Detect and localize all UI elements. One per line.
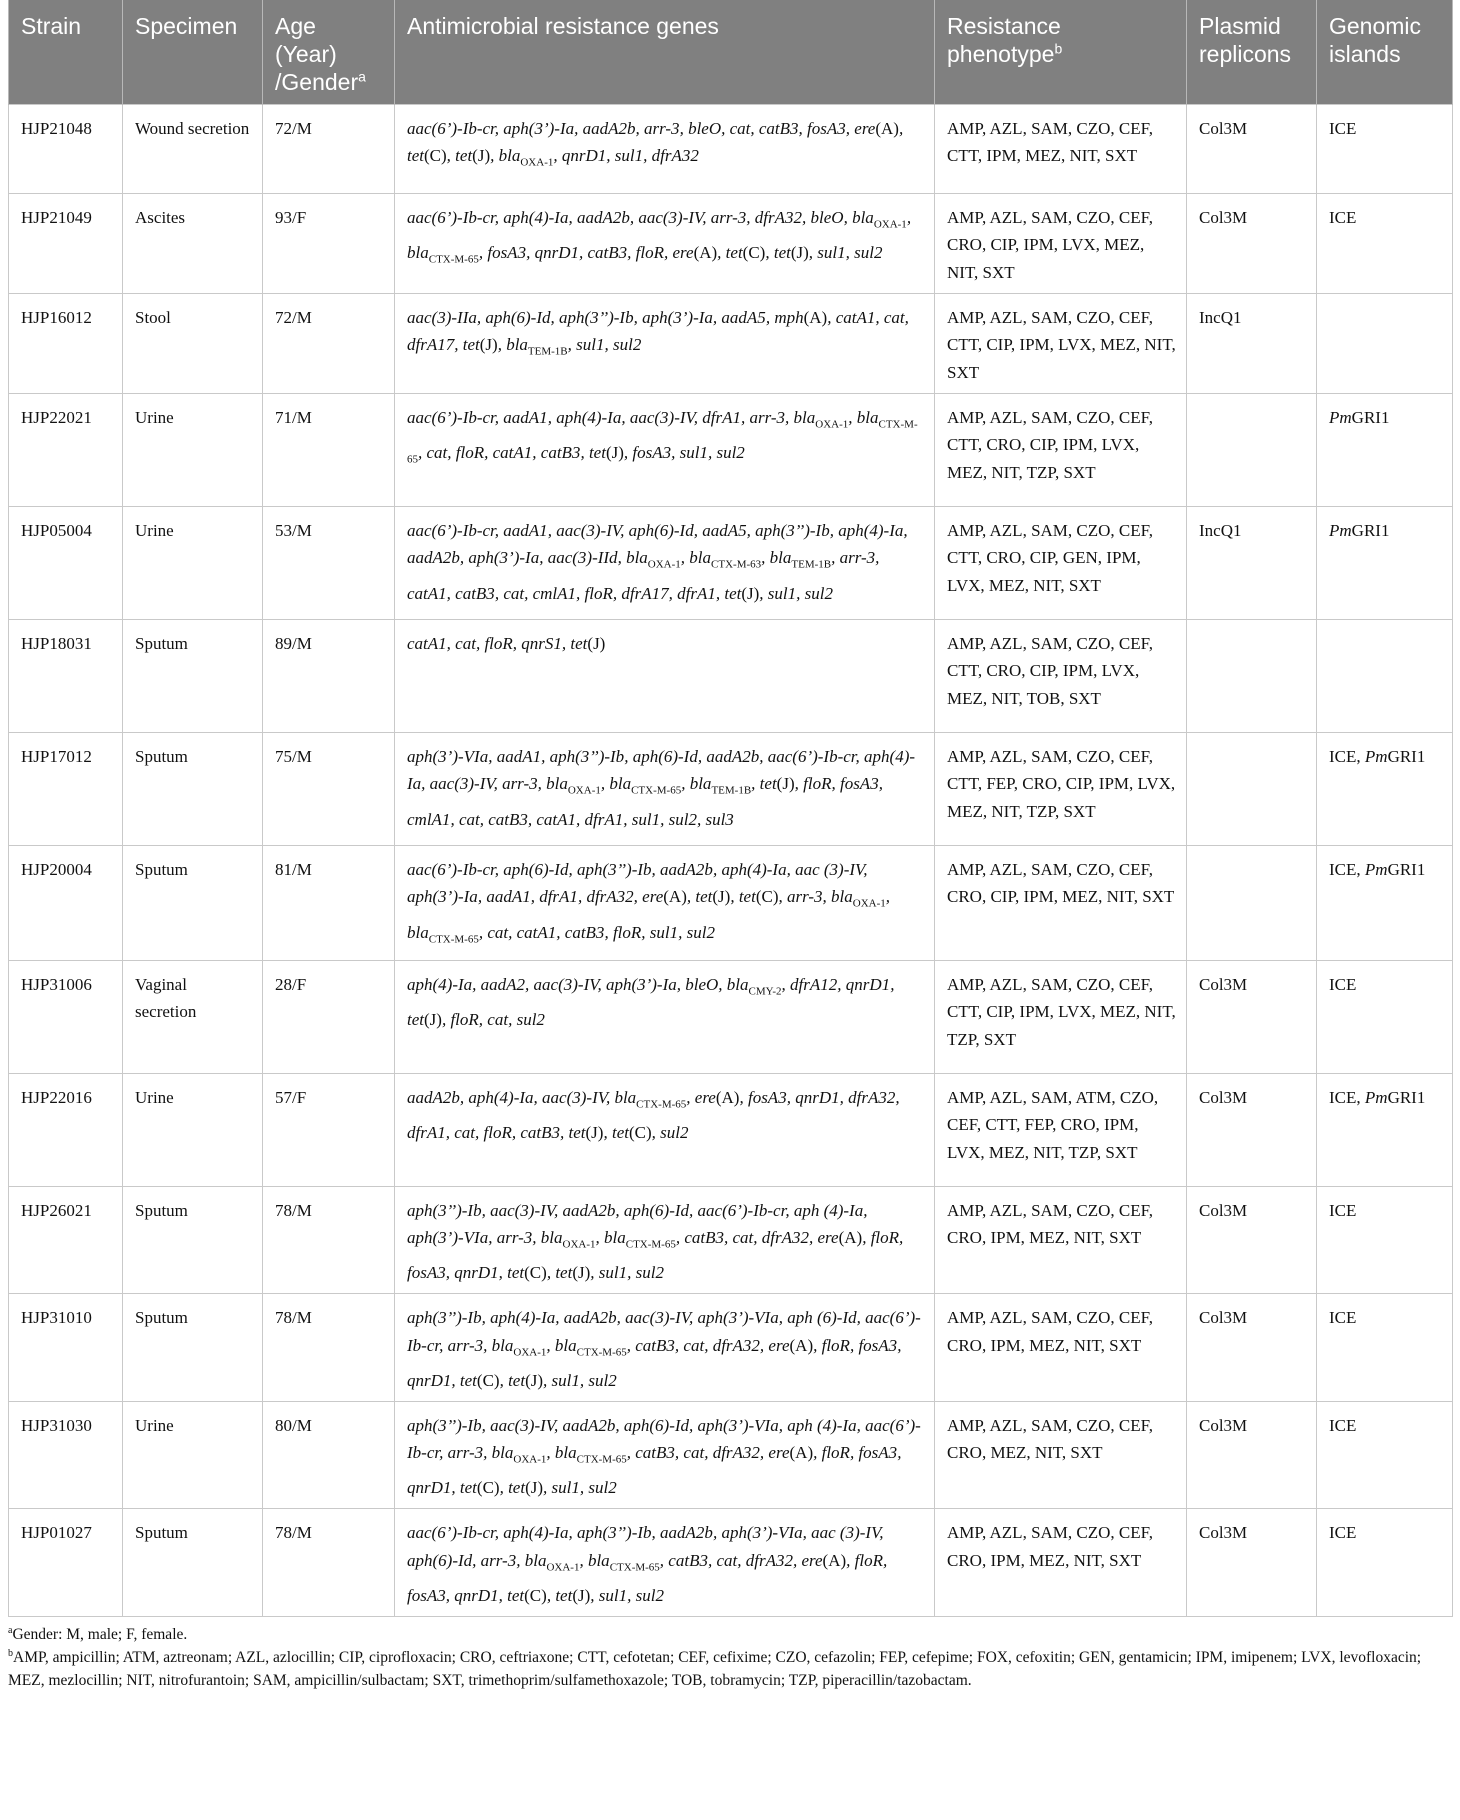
cell-genes: aac(3)-IIa, aph(6)-Id, aph(3’’)-Ib, aph(3’)-Ia, aadA5, mph(A), catA1, cat, dfrA17, tet(J), bla$_{TEM-1B}$, sul1, sul2 (395, 293, 935, 393)
cell-islands: ICE (1317, 193, 1453, 293)
cell-age-gender: 80/M (263, 1401, 395, 1509)
header-plasmid: Plasmid replicons (1187, 0, 1317, 104)
header-resistance: Resistance phenotype$^b$ (935, 0, 1187, 104)
cell-plasmid: Col3M (1187, 1509, 1317, 1617)
cell-plasmid: IncQ1 (1187, 293, 1317, 393)
header-age-gender: Age (Year) /Gender$^a$ (263, 0, 395, 104)
footnote: $^a$Gender: M, male; F, female. (8, 1624, 188, 1643)
table-row (9, 506, 1453, 619)
cell-islands: ICE (1317, 1186, 1453, 1294)
cell-islands (1317, 619, 1453, 732)
cell-islands (1317, 293, 1453, 393)
cell-resistance: AMP, AZL, SAM, CZO, CEF, CRO, IPM, MEZ, NIT, SXT (935, 1509, 1187, 1617)
cell-strain: HJP31006 (9, 960, 123, 1073)
cell-plasmid: IncQ1 (1187, 506, 1317, 619)
cell-genes: aph(3’’)-Ib, aph(4)-Ia, aadA2b, aac(3)-IV, aph(3’)-VIa, aph (6)-Id, aac(6’)-Ib-cr, arr-3, bla$_{OXA-1}$, bla$_{CTX-M-65}$, catB3, cat, dfrA32, ere(A), floR, fosA3, qnrD1, tet(C), tet(J), sul1, sul2 (395, 1294, 935, 1402)
cell-specimen: Sputum (123, 1294, 263, 1402)
cell-strain: HJP31010 (9, 1294, 123, 1402)
cell-islands: ICE (1317, 1401, 1453, 1509)
cell-specimen: Stool (123, 293, 263, 393)
cell-strain: HJP21049 (9, 193, 123, 293)
cell-islands: ICE (1317, 1509, 1453, 1617)
cell-islands: PmGRI1 (1317, 393, 1453, 506)
cell-age-gender: 57/F (263, 1073, 395, 1186)
cell-islands: ICE (1317, 960, 1453, 1073)
cell-resistance: AMP, AZL, SAM, CZO, CEF, CTT, CIP, IPM, LVX, MEZ, NIT, TZP, SXT (935, 960, 1187, 1073)
cell-strain: HJP31030 (9, 1401, 123, 1509)
resistance-table (8, 0, 1453, 1617)
cell-genes: aac(6’)-Ib-cr, aph(4)-Ia, aadA2b, aac(3)-IV, arr-3, dfrA32, bleO, bla$_{OXA-1}$, bla$_{CTX-M-65}$, fosA3, qnrD1, catB3, floR, ere(A), tet(C), tet(J), sul1, sul2 (395, 193, 935, 293)
cell-islands: ICE (1317, 1294, 1453, 1402)
cell-genes: catA1, cat, floR, qnrS1, tet(J) (395, 619, 935, 732)
header-specimen: Specimen (123, 0, 263, 104)
cell-plasmid: Col3M (1187, 1073, 1317, 1186)
cell-resistance: AMP, AZL, SAM, CZO, CEF, CTT, CIP, IPM, LVX, MEZ, NIT, SXT (935, 293, 1187, 393)
footnote: $^b$AMP, ampicillin; ATM, aztreonam; AZL, azlocillin; CIP, ciprofloxacin; CRO, ceftriaxone; CTT, cefotetan; CEF, cefixime; CZO, cefazolin; FEP, cefepime; FOX, cefoxitin; GEN, gentamicin; IPM, imipenem; LVX, levofloxacin; MEZ, mezlocillin; NIT, nitrofurantoin; SAM, ampicillin/sulbactam; SXT, trimethoprim/sulfamethoxazole; TOB, tobramycin; TZP, piperacillin/tazobactam. (8, 1647, 1422, 1689)
cell-genes: aph(3’’)-Ib, aac(3)-IV, aadA2b, aph(6)-Id, aac(6’)-Ib-cr, aph (4)-Ia, aph(3’)-VIa, arr-3, bla$_{OXA-1}$, bla$_{CTX-M-65}$, catB3, cat, dfrA32, ere(A), floR, fosA3, qnrD1, tet(C), tet(J), sul1, sul2 (395, 1186, 935, 1294)
cell-specimen: Urine (123, 1401, 263, 1509)
cell-specimen: Vaginal secretion (123, 960, 263, 1073)
cell-genes: aac(6’)-Ib-cr, aadA1, aph(4)-Ia, aac(3)-IV, dfrA1, arr-3, bla$_{OXA-1}$, bla$_{CTX-M-65}$, cat, floR, catA1, catB3, tet(J), fosA3, sul1, sul2 (395, 393, 935, 506)
cell-islands: ICE, PmGRI1 (1317, 1073, 1453, 1186)
cell-resistance: AMP, AZL, SAM, CZO, CEF, CTT, IPM, MEZ, NIT, SXT (935, 104, 1187, 193)
cell-specimen: Urine (123, 393, 263, 506)
cell-plasmid (1187, 619, 1317, 732)
table-row (9, 845, 1453, 960)
table-row (9, 619, 1453, 732)
header-genes: Antimicrobial resistance genes (395, 0, 935, 104)
cell-specimen: Wound secretion (123, 104, 263, 193)
cell-specimen: Sputum (123, 1509, 263, 1617)
cell-plasmid: Col3M (1187, 193, 1317, 293)
table-row (9, 1509, 1453, 1617)
header-row (9, 0, 1453, 104)
table-row (9, 1186, 1453, 1294)
cell-plasmid: Col3M (1187, 1294, 1317, 1402)
header-islands: Genomic islands (1317, 0, 1453, 104)
cell-strain: HJP22016 (9, 1073, 123, 1186)
cell-genes: aac(6’)-Ib-cr, aadA1, aac(3)-IV, aph(6)-Id, aadA5, aph(3’’)-Ib, aph(4)-Ia, aadA2b, aph(3’)-Ia, aac(3)-IId, bla$_{OXA-1}$, bla$_{CTX-M-63}$, bla$_{TEM-1B}$, arr-3, catA1, catB3, cat, cmlA1, floR, dfrA17, dfrA1, tet(J), sul1, sul2 (395, 506, 935, 619)
cell-genes: aph(4)-Ia, aadA2, aac(3)-IV, aph(3’)-Ia, bleO, bla$_{CMY-2}$, dfrA12, qnrD1, tet(J), floR, cat, sul2 (395, 960, 935, 1073)
cell-strain: HJP16012 (9, 293, 123, 393)
cell-islands: PmGRI1 (1317, 506, 1453, 619)
cell-strain: HJP17012 (9, 732, 123, 845)
table-row (9, 104, 1453, 193)
cell-resistance: AMP, AZL, SAM, CZO, CEF, CRO, CIP, IPM, LVX, MEZ, NIT, SXT (935, 193, 1187, 293)
cell-strain: HJP05004 (9, 506, 123, 619)
cell-age-gender: 78/M (263, 1294, 395, 1402)
cell-genes: aadA2b, aph(4)-Ia, aac(3)-IV, bla$_{CTX-M-65}$, ere(A), fosA3, qnrD1, dfrA32, dfrA1, cat, floR, catB3, tet(J), tet(C), sul2 (395, 1073, 935, 1186)
table-row (9, 1401, 1453, 1509)
header-strain: Strain (9, 0, 123, 104)
cell-islands: ICE, PmGRI1 (1317, 732, 1453, 845)
cell-plasmid (1187, 845, 1317, 960)
cell-age-gender: 72/M (263, 104, 395, 193)
cell-resistance: AMP, AZL, SAM, CZO, CEF, CTT, CRO, CIP, GEN, IPM, LVX, MEZ, NIT, SXT (935, 506, 1187, 619)
table-row (9, 732, 1453, 845)
cell-genes: aph(3’’)-Ib, aac(3)-IV, aadA2b, aph(6)-Id, aph(3’)-VIa, aph (4)-Ia, aac(6’)-Ib-cr, arr-3, bla$_{OXA-1}$, bla$_{CTX-M-65}$, catB3, cat, dfrA32, ere(A), floR, fosA3, qnrD1, tet(C), tet(J), sul1, sul2 (395, 1401, 935, 1509)
cell-age-gender: 93/F (263, 193, 395, 293)
cell-plasmid: Col3M (1187, 1186, 1317, 1294)
cell-specimen: Ascites (123, 193, 263, 293)
cell-genes: aac(6’)-Ib-cr, aph(3’)-Ia, aadA2b, arr-3, bleO, cat, catB3, fosA3, ere(A), tet(C), tet(J), bla$_{OXA-1}$, qnrD1, sul1, dfrA32 (395, 104, 935, 193)
cell-specimen: Urine (123, 506, 263, 619)
cell-specimen: Urine (123, 1073, 263, 1186)
cell-plasmid: Col3M (1187, 104, 1317, 193)
cell-strain: HJP21048 (9, 104, 123, 193)
table-row (9, 393, 1453, 506)
cell-strain: HJP20004 (9, 845, 123, 960)
cell-age-gender: 75/M (263, 732, 395, 845)
cell-resistance: AMP, AZL, SAM, CZO, CEF, CRO, MEZ, NIT, SXT (935, 1401, 1187, 1509)
cell-strain: HJP18031 (9, 619, 123, 732)
cell-age-gender: 72/M (263, 293, 395, 393)
cell-age-gender: 53/M (263, 506, 395, 619)
cell-specimen: Sputum (123, 732, 263, 845)
cell-resistance: AMP, AZL, SAM, CZO, CEF, CTT, FEP, CRO, CIP, IPM, LVX, MEZ, NIT, TZP, SXT (935, 732, 1187, 845)
cell-resistance: AMP, AZL, SAM, CZO, CEF, CTT, CRO, CIP, IPM, LVX, MEZ, NIT, TZP, SXT (935, 393, 1187, 506)
cell-age-gender: 71/M (263, 393, 395, 506)
table-row (9, 1294, 1453, 1402)
cell-age-gender: 28/F (263, 960, 395, 1073)
cell-strain: HJP22021 (9, 393, 123, 506)
table-row (9, 193, 1453, 293)
cell-age-gender: 78/M (263, 1509, 395, 1617)
cell-resistance: AMP, AZL, SAM, CZO, CEF, CRO, IPM, MEZ, NIT, SXT (935, 1186, 1187, 1294)
cell-strain: HJP01027 (9, 1509, 123, 1617)
cell-plasmid: Col3M (1187, 960, 1317, 1073)
cell-resistance: AMP, AZL, SAM, CZO, CEF, CRO, CIP, IPM, MEZ, NIT, SXT (935, 845, 1187, 960)
cell-genes: aac(6’)-Ib-cr, aph(6)-Id, aph(3’’)-Ib, aadA2b, aph(4)-Ia, aac (3)-IV, aph(3’)-Ia, aadA1, dfrA1, dfrA32, ere(A), tet(J), tet(C), arr-3, bla$_{OXA-1}$, bla$_{CTX-M-65}$, cat, catA1, catB3, floR, sul1, sul2 (395, 845, 935, 960)
cell-resistance: AMP, AZL, SAM, ATM, CZO, CEF, CTT, FEP, CRO, IPM, LVX, MEZ, NIT, TZP, SXT (935, 1073, 1187, 1186)
cell-plasmid (1187, 732, 1317, 845)
cell-age-gender: 81/M (263, 845, 395, 960)
cell-genes: aac(6’)-Ib-cr, aph(4)-Ia, aph(3’’)-Ib, aadA2b, aph(3’)-VIa, aac (3)-IV, aph(6)-Id, arr-3, bla$_{OXA-1}$, bla$_{CTX-M-65}$, catB3, cat, dfrA32, ere(A), floR, fosA3, qnrD1, tet(C), tet(J), sul1, sul2 (395, 1509, 935, 1617)
cell-plasmid (1187, 393, 1317, 506)
cell-islands: ICE, PmGRI1 (1317, 845, 1453, 960)
cell-age-gender: 78/M (263, 1186, 395, 1294)
cell-strain: HJP26021 (9, 1186, 123, 1294)
table-row (9, 293, 1453, 393)
table-body (9, 104, 1453, 1616)
table-row (9, 960, 1453, 1073)
cell-specimen: Sputum (123, 619, 263, 732)
cell-islands: ICE (1317, 104, 1453, 193)
cell-genes: aph(3’)-VIa, aadA1, aph(3’’)-Ib, aph(6)-Id, aadA2b, aac(6’)-Ib-cr, aph(4)-Ia, aac(3)-IV, arr-3, bla$_{OXA-1}$, bla$_{CTX-M-65}$, bla$_{TEM-1B}$, tet(J), floR, fosA3, cmlA1, cat, catB3, catA1, dfrA1, sul1, sul2, sul3 (395, 732, 935, 845)
cell-plasmid: Col3M (1187, 1401, 1317, 1509)
cell-resistance: AMP, AZL, SAM, CZO, CEF, CRO, IPM, MEZ, NIT, SXT (935, 1294, 1187, 1402)
cell-resistance: AMP, AZL, SAM, CZO, CEF, CTT, CRO, CIP, IPM, LVX, MEZ, NIT, TOB, SXT (935, 619, 1187, 732)
table-container (8, 0, 1452, 1692)
cell-specimen: Sputum (123, 845, 263, 960)
footnotes (8, 1617, 1452, 1692)
cell-age-gender: 89/M (263, 619, 395, 732)
cell-specimen: Sputum (123, 1186, 263, 1294)
table-row (9, 1073, 1453, 1186)
